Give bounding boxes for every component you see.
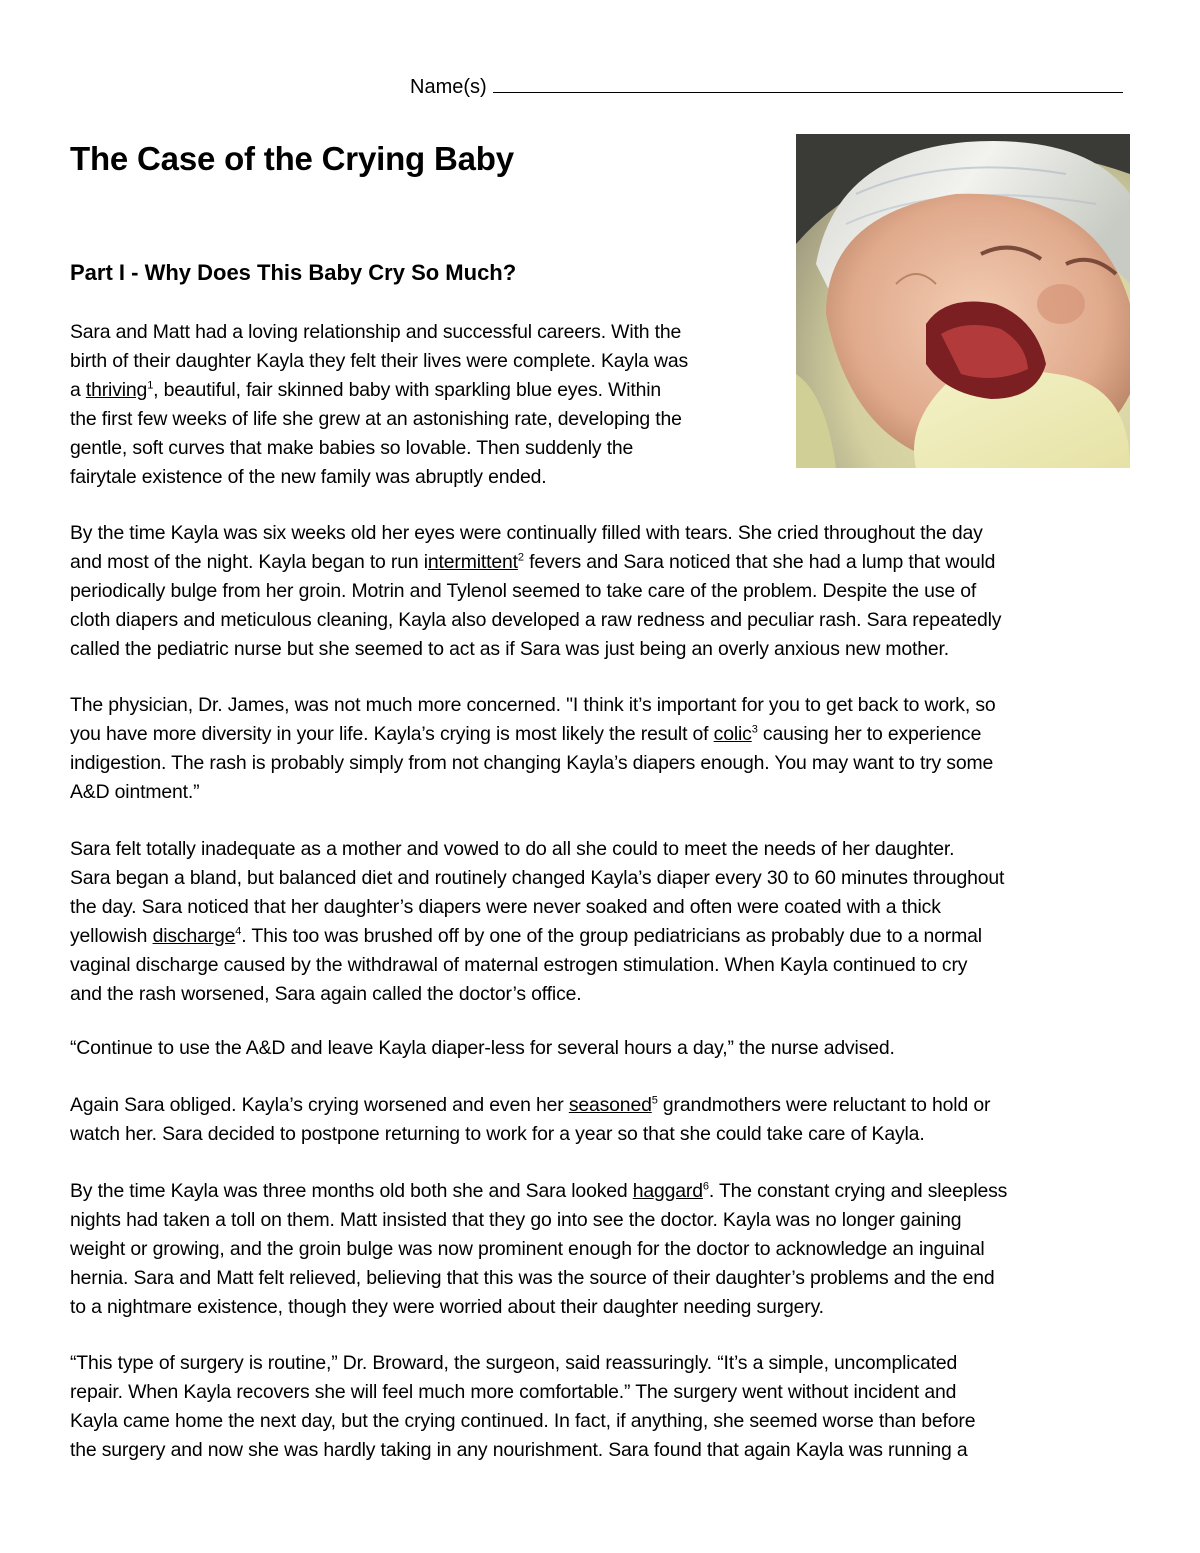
- text-line: A&D ointment.”: [70, 781, 200, 803]
- paragraph-8: [70, 1349, 1132, 1465]
- text-line: Sara felt totally inadequate as a mother and vowed to do all she could to meet the needs of her daughter.: [70, 838, 955, 860]
- document-title: The Case of the Crying Baby: [70, 140, 514, 177]
- text-line: The physician, Dr. James, was not much more concerned. "I think it’s important for you to get back to work, so: [70, 694, 996, 716]
- text-line: Sara and Matt had a loving relationship and successful careers. With the: [70, 321, 682, 343]
- text-line: called the pediatric nurse but she seemed to act as if Sara was just being an overly anxious new mother.: [70, 638, 950, 660]
- text-line: indigestion. The rash is probably simply from not changing Kayla’s diapers enough. You may want to try some: [70, 752, 994, 774]
- text-line: you have more diversity in your life. Kayla’s crying is most likely the result of colic$^3$ causing her to experience: [70, 723, 982, 745]
- text-line: periodically bulge from her groin. Motrin and Tylenol seemed to take care of the problem. Despite the use of: [70, 580, 977, 602]
- vocab-word-seasoned: seasoned: [568, 1094, 652, 1116]
- text-line: By the time Kayla was six weeks old her eyes were continually filled with tears. She cried throughout the day: [70, 522, 983, 544]
- text-line: “Continue to use the A&D and leave Kayla diaper-less for several hours a day,” the nurse advised.: [70, 1037, 895, 1059]
- text-line: Kayla came home the next day, but the crying continued. In fact, if anything, she seemed worse than before: [70, 1410, 976, 1432]
- text-line: cloth diapers and meticulous cleaning, Kayla also developed a raw redness and peculiar rash. Sara repeatedly: [70, 609, 1002, 631]
- paragraph-2: [70, 519, 1132, 664]
- footnote-marker: 1: [147, 379, 154, 392]
- footnote-marker: 3: [751, 723, 758, 736]
- footnote-marker: 4: [235, 925, 242, 938]
- text-line: and most of the night. Kayla began to run intermittent$^2$ fevers and Sara noticed that she had a lump that would: [70, 551, 996, 573]
- text-line: the surgery and now she was hardly taking in any nourishment. Sara found that again Kayla was running a: [70, 1439, 968, 1461]
- name-label: Name(s): [410, 76, 487, 98]
- text-line: and the rash worsened, Sara again called the doctor’s office.: [70, 983, 582, 1005]
- name-field: [410, 74, 1123, 99]
- text-line: “This type of surgery is routine,” Dr. Broward, the surgeon, said reassuringly. “It’s a simple, uncomplicated: [70, 1352, 958, 1374]
- footnote-marker: 6: [702, 1180, 709, 1193]
- paragraph-1: [70, 318, 770, 492]
- text-line: gentle, soft curves that make babies so lovable. Then suddenly the: [70, 437, 634, 459]
- text-line: nights had taken a toll on them. Matt insisted that they go into see the doctor. Kayla was no longer gaining: [70, 1209, 962, 1231]
- paragraph-3: [70, 691, 1132, 807]
- name-blank-line[interactable]: [493, 74, 1123, 93]
- vocab-word-intermittent: ntermittent: [427, 551, 518, 573]
- vocab-word-thriving: thriving: [85, 379, 148, 401]
- vocab-word-discharge: discharge: [152, 925, 236, 947]
- text-line: watch her. Sara decided to postpone returning to work for a year so that she could take care of Kayla.: [70, 1123, 925, 1145]
- footnote-marker: 2: [517, 551, 524, 564]
- vocab-word-colic: colic: [713, 723, 752, 745]
- text-line: Again Sara obliged. Kayla’s crying worsened and even her seasoned$^5$ grandmothers were reluctant to hold or: [70, 1094, 991, 1116]
- text-line: a thriving$^1$, beautiful, fair skinned baby with sparkling blue eyes. Within: [70, 379, 662, 401]
- paragraph-5: [70, 1034, 1132, 1063]
- crying-baby-photo: [796, 134, 1130, 468]
- text-line: the day. Sara noticed that her daughter’s diapers were never soaked and often were coated with a thick: [70, 896, 941, 918]
- text-line: the first few weeks of life she grew at an astonishing rate, developing the: [70, 408, 682, 430]
- paragraph-7: [70, 1177, 1132, 1322]
- text-line: By the time Kayla was three months old both she and Sara looked haggard$^6$. The constant crying and sleepless: [70, 1180, 1008, 1202]
- part-heading: Part I - Why Does This Baby Cry So Much?: [70, 260, 517, 285]
- text-line: yellowish discharge$^4$. This too was brushed off by one of the group pediatricians as probably due to a normal: [70, 925, 982, 947]
- paragraph-4: [70, 835, 1132, 1009]
- text-line: to a nightmare existence, though they were worried about their daughter needing surgery.: [70, 1296, 824, 1318]
- text-line: birth of their daughter Kayla they felt their lives were complete. Kayla was: [70, 350, 689, 372]
- text-line: repair. When Kayla recovers she will feel much more comfortable.” The surgery went without incident and: [70, 1381, 957, 1403]
- text-line: Sara began a bland, but balanced diet and routinely changed Kayla’s diaper every 30 to 60 minutes throughout: [70, 867, 1005, 889]
- paragraph-6: [70, 1091, 1132, 1149]
- text-line: weight or growing, and the groin bulge was now prominent enough for the doctor to acknowledge an inguinal: [70, 1238, 985, 1260]
- text-line: hernia. Sara and Matt felt relieved, believing that this was the source of their daughter’s problems and the end: [70, 1267, 995, 1289]
- text-line: fairytale existence of the new family was abruptly ended.: [70, 466, 547, 488]
- text-line: vaginal discharge caused by the withdrawal of maternal estrogen stimulation. When Kayla continued to cry: [70, 954, 968, 976]
- footnote-marker: 5: [651, 1094, 658, 1107]
- vocab-word-haggard: haggard: [632, 1180, 703, 1202]
